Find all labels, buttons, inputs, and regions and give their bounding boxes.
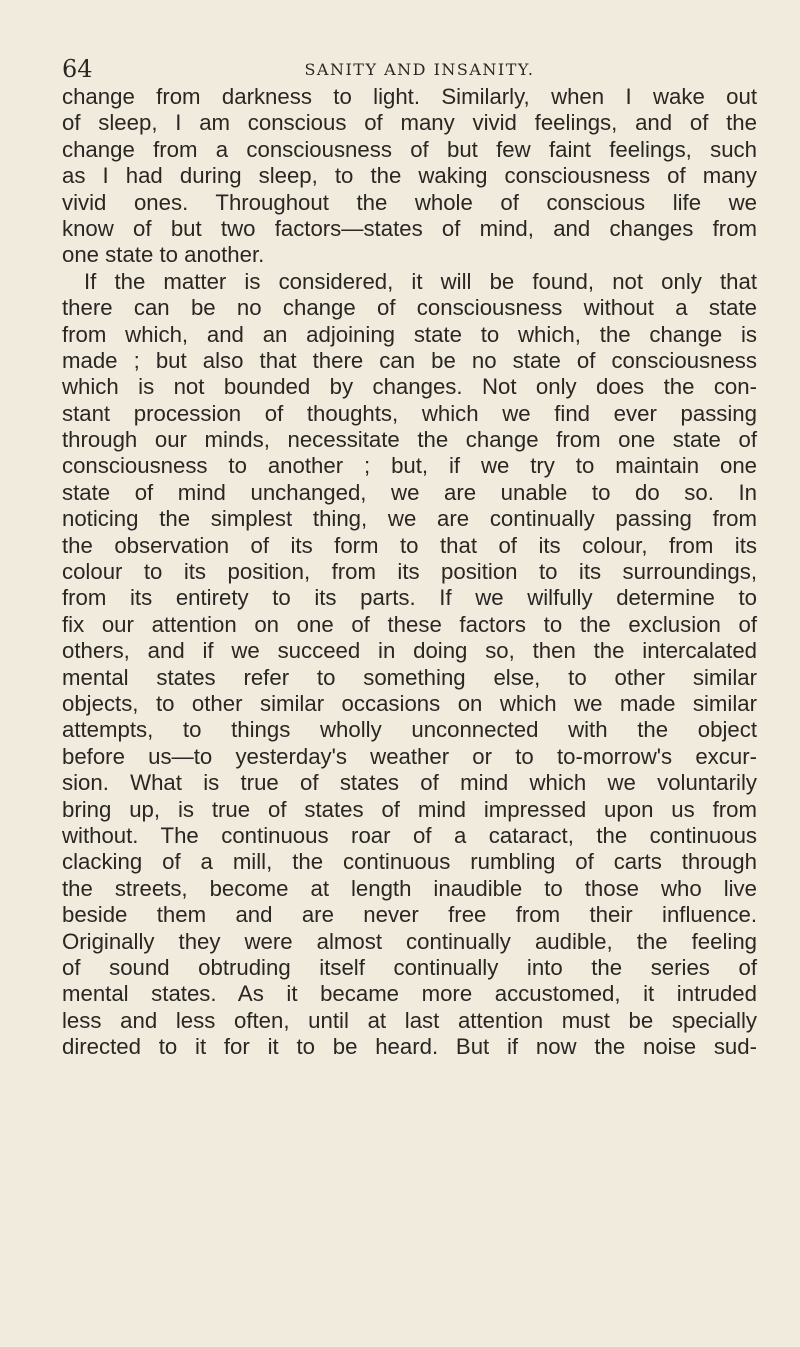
text-line: which is not bounded by changes. Not only does the con- — [62, 374, 757, 400]
text-line: mental states refer to something else, to other similar — [62, 664, 757, 690]
text-line: fix our attention on one of these factors to the exclusion of — [62, 611, 757, 637]
text-line: clacking of a mill, the continuous rumbling of carts through — [62, 849, 757, 875]
text-line: If the matter is considered, it will be found, not only that — [84, 268, 757, 294]
text-line: directed to it for it to be heard. But if now the noise sud- — [62, 1034, 757, 1060]
text-line: there can be no change of consciousness without a state — [62, 295, 757, 321]
text-line: from which, and an adjoining state to which, the change is — [62, 321, 757, 347]
text-line: Originally they were almost continually audible, the feeling — [62, 928, 757, 954]
text-line: mental states. As it became more accustomed, it intruded — [62, 981, 757, 1007]
text-line: through our minds, necessitate the change from one state of — [62, 427, 757, 453]
text-line: bring up, is true of states of mind impressed upon us from — [62, 796, 757, 822]
text-line: the streets, become at length inaudible to those who live — [62, 875, 757, 901]
page-number: 64 — [62, 55, 93, 83]
text-line: the observation of its form to that of its colour, from its — [62, 532, 757, 558]
running-title: SANITY AND INSANITY. — [304, 60, 535, 79]
text-line: change from a consciousness of but few faint feelings, such — [62, 136, 757, 162]
text-line: objects, to other similar occasions on which we made similar — [62, 690, 757, 716]
text-line: state of mind unchanged, we are unable to do so. In — [62, 479, 757, 505]
text-line: as I had during sleep, to the waking consciousness of many — [62, 163, 757, 189]
text-line: colour to its position, from its position to its surroundings, — [62, 559, 757, 585]
text-line: of sound obtruding itself continually into the series of — [62, 954, 757, 980]
text-line: stant procession of thoughts, which we find ever passing — [62, 400, 757, 426]
text-line: consciousness to another ; but, if we try to maintain one — [62, 453, 757, 479]
text-line: beside them and are never free from their influence. — [62, 902, 757, 928]
text-line: others, and if we succeed in doing so, then the intercalated — [62, 638, 757, 664]
text-line: know of but two factors—states of mind, and changes from — [62, 215, 757, 241]
text-line: change from darkness to light. Similarly, when I wake out — [62, 84, 757, 109]
text-line: one state to another. — [62, 242, 265, 268]
text-line: from its entirety to its parts. If we wilfully determine to — [62, 585, 757, 611]
text-line: noticing the simplest thing, we are continually passing from — [62, 506, 757, 532]
text-line: attempts, to things wholly unconnected with the object — [62, 717, 757, 743]
text-line: sion. What is true of states of mind which we voluntarily — [62, 770, 757, 796]
text-line: of sleep, I am conscious of many vivid feelings, and of the — [62, 110, 757, 136]
text-line: vivid ones. Throughout the whole of conscious life we — [62, 189, 757, 215]
text-line: made ; but also that there can be no state of consciousness — [62, 347, 757, 373]
text-line: less and less often, until at last attention must be specially — [62, 1007, 757, 1033]
text-line: before us—to yesterday's weather or to to-morrow's excur- — [62, 743, 757, 769]
text-line: without. The continuous roar of a cataract, the continuous — [62, 822, 757, 848]
body-text — [62, 84, 757, 1060]
running-head — [62, 55, 757, 83]
